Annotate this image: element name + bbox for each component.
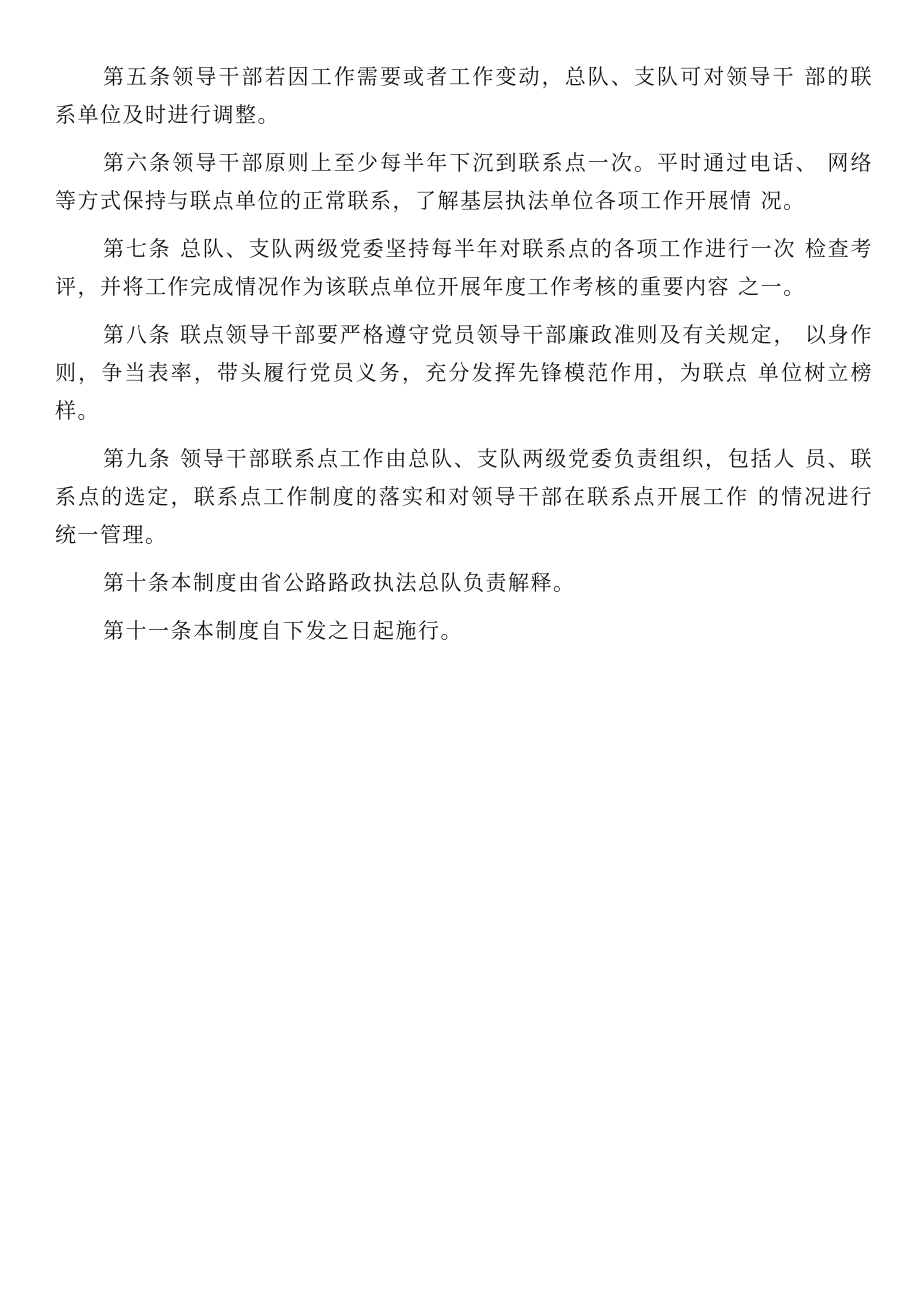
article-11-paragraph: 第十一条本制度自下发之日起施行。 bbox=[103, 619, 463, 643]
article-10-paragraph: 第十条本制度由省公路路政执法总队负责解释。 bbox=[103, 571, 576, 595]
document-page bbox=[55, 58, 873, 660]
article-8-paragraph: 第八条 联点领导干部要严格遵守党员领导干部廉政准则及有关规定， 以身作则，争当表率，带头履行党员义务，充分发挥先锋模范作用，为联点 单位树立榜样。 bbox=[55, 323, 873, 423]
article-7-paragraph: 第七条 总队、支队两级党委坚持每半年对联系点的各项工作进行一次 检查考评，并将工作完成情况作为该联点单位开展年度工作考核的重要内容 之一。 bbox=[55, 237, 873, 299]
article-6-paragraph: 第六条领导干部原则上至少每半年下沉到联系点一次。平时通过电话、 网络等方式保持与联点单位的正常联系，了解基层执法单位各项工作开展情 况。 bbox=[55, 151, 873, 213]
article-5-paragraph: 第五条领导干部若因工作需要或者工作变动，总队、支队可对领导干 部的联系单位及时进行调整。 bbox=[55, 65, 873, 127]
article-9-paragraph: 第九条 领导干部联系点工作由总队、支队两级党委负责组织，包括人 员、联系点的选定，联系点工作制度的落实和对领导干部在联系点开展工作 的情况进行统一管理。 bbox=[55, 447, 873, 547]
